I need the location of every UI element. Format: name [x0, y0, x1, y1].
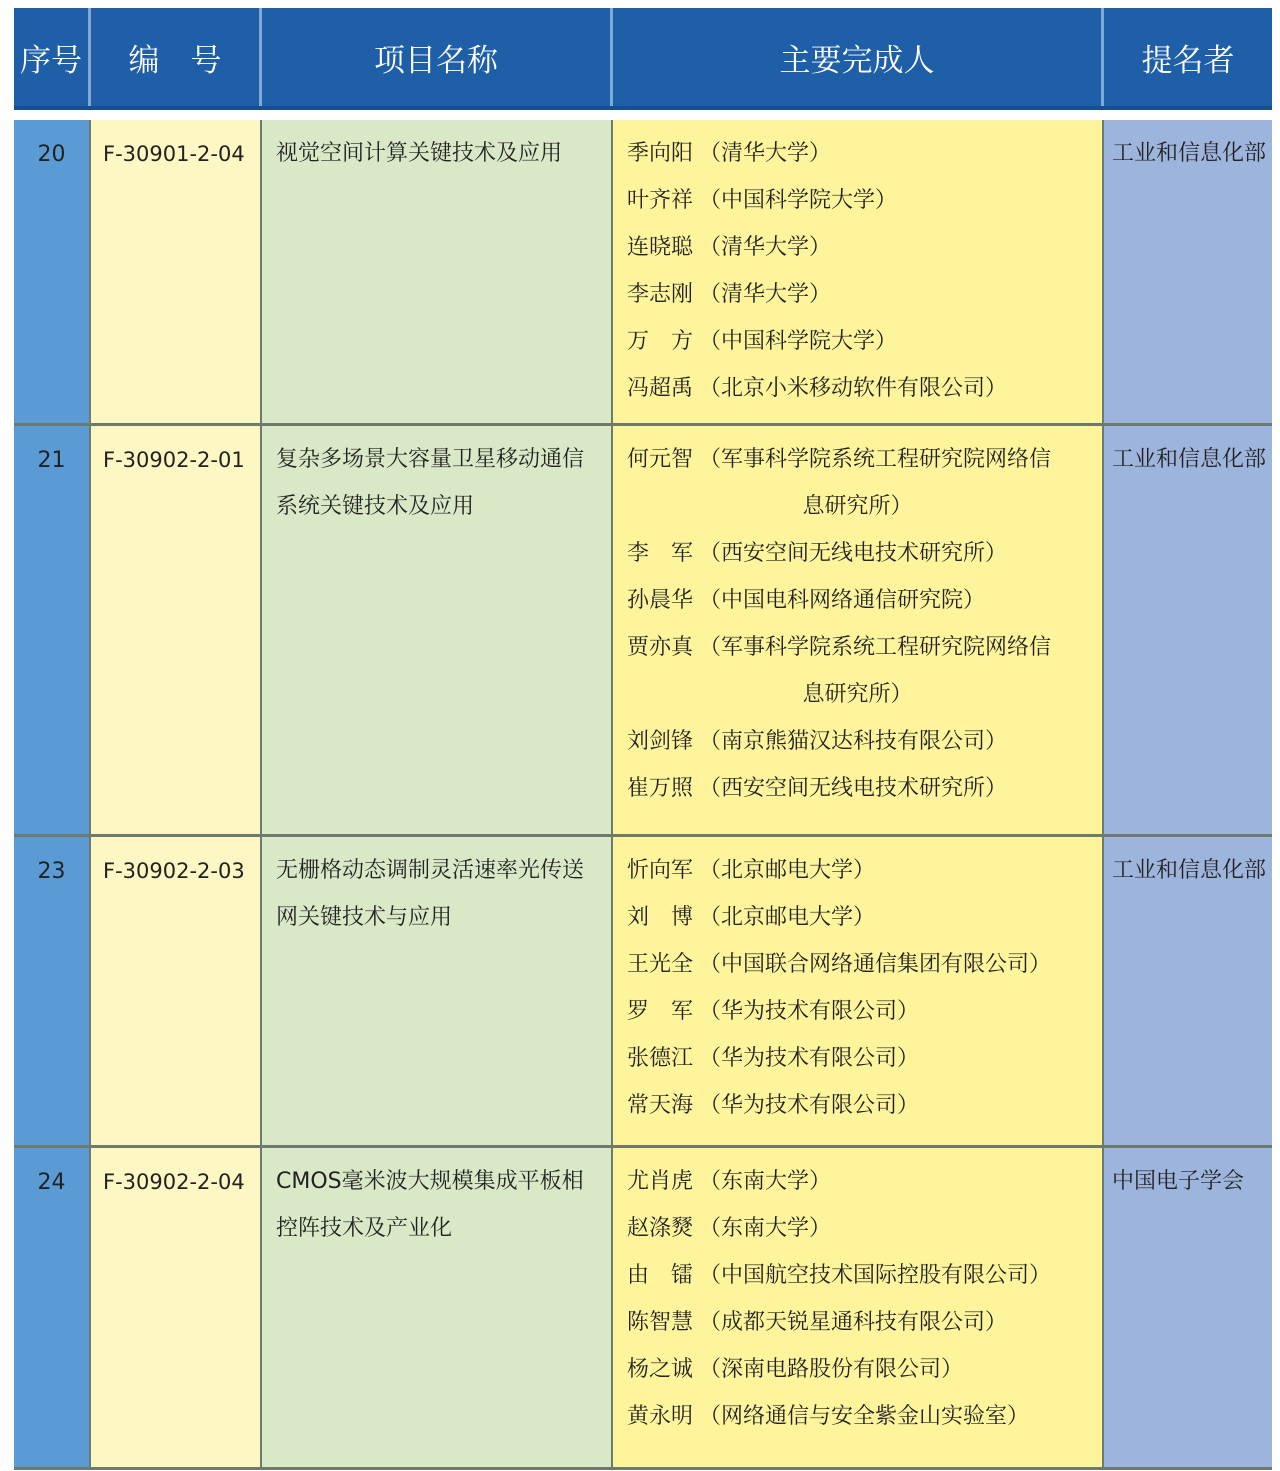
header-people: 主要完成人	[613, 8, 1104, 106]
cell-people	[613, 1148, 1104, 1467]
person-affiliation: （成都天锐星通科技有限公司）	[699, 1310, 1008, 1335]
person-affiliation: （深南电路股份有限公司）	[699, 1357, 964, 1382]
person-name: 万 方	[627, 329, 694, 354]
table-row	[14, 426, 1272, 837]
cell-nominator: 中国电子学会	[1104, 1148, 1272, 1467]
cell-index: 20	[14, 120, 91, 423]
person-affiliation: （南京熊猫汉达科技有限公司）	[699, 729, 1008, 754]
person-name: 黄永明	[627, 1404, 694, 1429]
cell-project: 视觉空间计算关键技术及应用	[262, 120, 613, 423]
person-line	[627, 1205, 1088, 1252]
cell-project: CMOS毫米波大规模集成平板相控阵技术及产业化	[262, 1148, 613, 1467]
person-name: 冯超禹	[627, 376, 694, 401]
person-name: 贾亦真	[627, 635, 694, 660]
person-affiliation: （清华大学）	[699, 235, 832, 260]
person-affiliation: （军事科学院系统工程研究院网络信	[699, 447, 1052, 472]
person-name: 何元智	[627, 447, 694, 472]
cell-people	[613, 426, 1104, 834]
cell-nominator: 工业和信息化部	[1104, 426, 1272, 834]
header-nominator: 提名者	[1141, 42, 1235, 79]
person-line	[627, 765, 1088, 812]
person-line	[627, 436, 1088, 483]
person-affiliation: （清华大学）	[699, 141, 832, 166]
header-code: 编 号	[91, 8, 262, 106]
table-header	[14, 8, 1272, 110]
person-name: 常天海	[627, 1093, 694, 1118]
cell-project: 复杂多场景大容量卫星移动通信系统关键技术及应用	[262, 426, 613, 834]
person-name: 由 镭	[627, 1263, 694, 1288]
person-line	[627, 1299, 1088, 1346]
person-name: 陈智慧	[627, 1310, 694, 1335]
cell-index: 23	[14, 837, 91, 1145]
cell-code: F-30902-2-03	[91, 837, 262, 1145]
person-name: 张德江	[627, 1046, 694, 1071]
person-name: 李志刚	[627, 282, 694, 307]
person-name: 李 军	[627, 541, 694, 566]
cell-code: F-30902-2-04	[91, 1148, 262, 1467]
person-line	[627, 130, 1088, 177]
person-affiliation: （华为技术有限公司）	[699, 1093, 920, 1118]
person-line	[627, 894, 1088, 941]
person-line	[627, 1346, 1088, 1393]
person-affiliation: （华为技术有限公司）	[699, 1046, 920, 1071]
person-affiliation: （中国航空技术国际控股有限公司）	[699, 1263, 1052, 1288]
header-project: 项目名称	[262, 8, 613, 106]
table-body	[14, 120, 1272, 1470]
person-affiliation: （北京邮电大学）	[699, 858, 876, 883]
cell-people	[613, 837, 1104, 1145]
person-line	[627, 224, 1088, 271]
person-line	[627, 624, 1088, 671]
person-line	[627, 1035, 1088, 1082]
person-name: 王光全	[627, 952, 694, 977]
person-name: 尤肖虎	[627, 1169, 694, 1194]
person-affiliation: （中国科学院大学）	[699, 188, 898, 213]
cell-nominator: 工业和信息化部	[1104, 120, 1272, 423]
person-line	[627, 177, 1088, 224]
person-line	[627, 1393, 1088, 1440]
person-line	[627, 365, 1088, 412]
person-line	[627, 530, 1088, 577]
person-affiliation: （西安空间无线电技术研究所）	[699, 541, 1008, 566]
table-row	[14, 120, 1272, 426]
person-affiliation: （西安空间无线电技术研究所）	[699, 776, 1008, 801]
person-line	[627, 318, 1088, 365]
person-affiliation: （网络通信与安全紫金山实验室）	[699, 1404, 1030, 1429]
person-affiliation: （清华大学）	[699, 282, 832, 307]
header-index: 序号	[14, 8, 91, 106]
cell-index: 21	[14, 426, 91, 834]
person-name: 连晓聪	[627, 235, 694, 260]
cell-code: F-30901-2-04	[91, 120, 262, 423]
table-row	[14, 837, 1272, 1148]
person-name: 季向阳	[627, 141, 694, 166]
person-line	[627, 271, 1088, 318]
person-affiliation: （东南大学）	[699, 1169, 832, 1194]
person-name: 崔万照	[627, 776, 694, 801]
person-line	[627, 988, 1088, 1035]
cell-index: 24	[14, 1148, 91, 1467]
person-line	[627, 847, 1088, 894]
person-line	[627, 577, 1088, 624]
person-affiliation: （军事科学院系统工程研究院网络信	[699, 635, 1052, 660]
person-affiliation: （中国电科网络通信研究院）	[699, 588, 986, 613]
cell-people	[613, 120, 1104, 423]
person-affiliation: （北京小米移动软件有限公司）	[699, 376, 1008, 401]
person-affiliation: （中国联合网络通信集团有限公司）	[699, 952, 1052, 977]
person-line	[627, 1252, 1088, 1299]
person-name: 罗 军	[627, 999, 694, 1024]
person-line	[627, 941, 1088, 988]
award-table	[14, 8, 1272, 1470]
person-name: 叶齐祥	[627, 188, 694, 213]
person-name: 刘剑锋	[627, 729, 694, 754]
person-affiliation: （中国科学院大学）	[699, 329, 898, 354]
person-name: 杨之诚	[627, 1357, 694, 1382]
person-affiliation-continued: 息研究所）	[802, 494, 913, 519]
person-name: 赵涤燹	[627, 1216, 694, 1241]
person-affiliation-continued: 息研究所）	[802, 682, 913, 707]
cell-code: F-30902-2-01	[91, 426, 262, 834]
person-name: 忻向军	[627, 858, 694, 883]
person-affiliation: （北京邮电大学）	[699, 905, 876, 930]
cell-nominator: 工业和信息化部	[1104, 837, 1272, 1145]
person-name: 刘 博	[627, 905, 694, 930]
person-name: 孙晨华	[627, 588, 694, 613]
person-line	[627, 1082, 1088, 1129]
person-line	[627, 1158, 1088, 1205]
person-affiliation: （东南大学）	[699, 1216, 832, 1241]
person-affiliation: （华为技术有限公司）	[699, 999, 920, 1024]
header-gap	[14, 110, 1272, 120]
person-line	[627, 718, 1088, 765]
cell-project: 无栅格动态调制灵活速率光传送网关键技术与应用	[262, 837, 613, 1145]
table-row	[14, 1148, 1272, 1470]
